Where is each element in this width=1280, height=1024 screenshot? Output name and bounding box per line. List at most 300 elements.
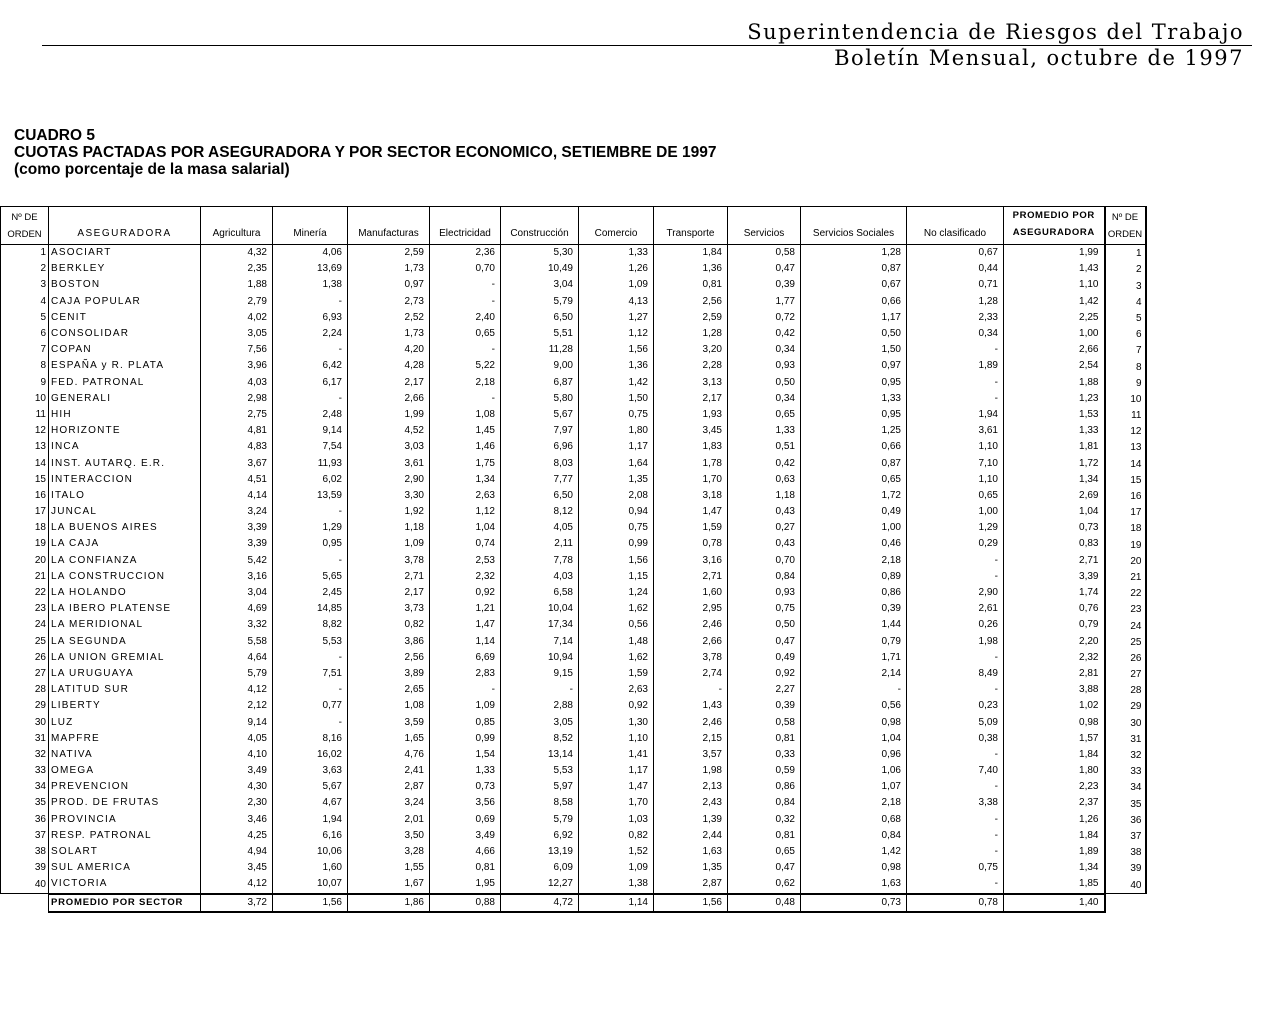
cell-construccion: 8,58 (501, 795, 579, 811)
cell-agricultura: 4,12 (201, 876, 273, 893)
cell-no-clasificado: 0,71 (907, 277, 1004, 293)
cell-manufacturas: 2,65 (348, 682, 430, 698)
cell-comercio: 0,75 (579, 407, 654, 423)
cell-agricultura: 4,81 (201, 423, 273, 439)
cell-comercio: 1,38 (579, 876, 654, 893)
cell-transporte: 1,70 (654, 472, 728, 488)
cell-servicios: 0,43 (728, 504, 801, 520)
cell-transporte: 1,84 (654, 245, 728, 262)
cell-servicios-sociales: 1,42 (801, 844, 907, 860)
cell-orden-right: 27 (1105, 666, 1146, 682)
cell-mineria: 2,48 (273, 407, 348, 423)
cell-mineria: 1,94 (273, 812, 348, 828)
cell-comercio: 1,17 (579, 439, 654, 455)
cell-servicios-sociales: 1,00 (801, 520, 907, 536)
cell-servicios: 0,47 (728, 261, 801, 277)
cell-mineria: 5,53 (273, 634, 348, 650)
cell-mineria: 3,63 (273, 763, 348, 779)
cell-orden-right: 34 (1105, 779, 1146, 795)
cell-promedio: 2,20 (1004, 634, 1105, 650)
cell-orden-right: 5 (1105, 310, 1146, 326)
cell-mineria: 6,93 (273, 310, 348, 326)
cell-servicios: 0,65 (728, 844, 801, 860)
cell-orden: 12 (1, 423, 49, 439)
cell-manufacturas: 1,55 (348, 860, 430, 876)
cell-aseguradora: LA HOLANDO (49, 585, 201, 601)
cell-orden: 28 (1, 682, 49, 698)
cell-agricultura: 4,12 (201, 682, 273, 698)
cell-mineria: 1,29 (273, 520, 348, 536)
cell-servicios-sociales: 0,95 (801, 407, 907, 423)
table-row (1, 294, 1146, 310)
cell-comercio: 1,33 (579, 245, 654, 262)
cell-construccion: 5,51 (501, 326, 579, 342)
cell-agricultura: 4,64 (201, 650, 273, 666)
cell-manufacturas: 3,28 (348, 844, 430, 860)
cell-comercio: 1,12 (579, 326, 654, 342)
cell-comercio: 1,24 (579, 585, 654, 601)
average-manufacturas: 1,86 (348, 894, 430, 912)
cell-promedio: 1,43 (1004, 261, 1105, 277)
cell-transporte: 1,63 (654, 844, 728, 860)
cell-no-clasificado: 0,23 (907, 698, 1004, 714)
cell-orden: 37 (1, 828, 49, 844)
average-electricidad: 0,88 (430, 894, 501, 912)
cell-agricultura: 3,96 (201, 358, 273, 374)
header-institution: Superintendencia de Riesgos del Trabajo (747, 20, 1244, 44)
cell-servicios: 0,81 (728, 828, 801, 844)
table-row (1, 634, 1146, 650)
cell-no-clasificado: 1,10 (907, 472, 1004, 488)
average-row (1, 894, 1146, 912)
cell-promedio: 2,71 (1004, 553, 1105, 569)
cell-mineria: 5,67 (273, 779, 348, 795)
cell-electricidad: 1,45 (430, 423, 501, 439)
cell-agricultura: 3,24 (201, 504, 273, 520)
cell-electricidad: 1,54 (430, 747, 501, 763)
cell-electricidad: 0,70 (430, 261, 501, 277)
cell-electricidad: 6,69 (430, 650, 501, 666)
cell-servicios: 0,49 (728, 650, 801, 666)
cell-orden-right: 26 (1105, 650, 1146, 666)
cell-no-clasificado: 0,65 (907, 488, 1004, 504)
cell-orden-right: 19 (1105, 536, 1146, 552)
cell-no-clasificado: 0,44 (907, 261, 1004, 277)
cell-construccion: 6,58 (501, 585, 579, 601)
cell-construccion: 7,14 (501, 634, 579, 650)
cell-no-clasificado: 1,28 (907, 294, 1004, 310)
cell-orden-right: 2 (1105, 261, 1146, 277)
cell-orden-right: 18 (1105, 520, 1146, 536)
cell-orden-right: 33 (1105, 763, 1146, 779)
table-row (1, 698, 1146, 714)
cell-comercio: 0,99 (579, 536, 654, 552)
cell-construccion: 6,87 (501, 375, 579, 391)
cell-agricultura: 4,94 (201, 844, 273, 860)
cell-promedio: 0,83 (1004, 536, 1105, 552)
cell-orden-right: 30 (1105, 714, 1146, 730)
cell-orden: 23 (1, 601, 49, 617)
cell-promedio: 2,81 (1004, 666, 1105, 682)
cell-manufacturas: 0,97 (348, 277, 430, 293)
cell-aseguradora: PROD. DE FRUTAS (49, 795, 201, 811)
table-row (1, 795, 1146, 811)
cell-promedio: 1,81 (1004, 439, 1105, 455)
cell-agricultura: 4,14 (201, 488, 273, 504)
cell-electricidad: 0,65 (430, 326, 501, 342)
cell-transporte: 2,74 (654, 666, 728, 682)
average-agricultura: 3,72 (201, 894, 273, 912)
cell-aseguradora: LUZ (49, 714, 201, 730)
cell-comercio: 1,56 (579, 342, 654, 358)
cell-orden-right: 31 (1105, 731, 1146, 747)
cell-construccion: 5,97 (501, 779, 579, 795)
cell-manufacturas: 1,99 (348, 407, 430, 423)
table-row (1, 828, 1146, 844)
cell-promedio: 1,00 (1004, 326, 1105, 342)
cell-electricidad: 2,63 (430, 488, 501, 504)
cell-orden: 35 (1, 795, 49, 811)
cell-orden-right: 29 (1105, 698, 1146, 714)
cell-orden: 6 (1, 326, 49, 342)
cell-aseguradora: NATIVA (49, 747, 201, 763)
cell-orden-right: 17 (1105, 504, 1146, 520)
cell-transporte: 2,56 (654, 294, 728, 310)
cell-mineria: 13,69 (273, 261, 348, 277)
cell-construccion: 8,03 (501, 455, 579, 471)
cell-mineria: 13,59 (273, 488, 348, 504)
cell-orden: 33 (1, 763, 49, 779)
cell-servicios-sociales: 0,98 (801, 860, 907, 876)
cell-comercio: 1,62 (579, 601, 654, 617)
cell-servicios-sociales: 1,63 (801, 876, 907, 893)
cell-manufacturas: 1,18 (348, 520, 430, 536)
cell-transporte: 1,83 (654, 439, 728, 455)
cell-orden: 17 (1, 504, 49, 520)
cell-mineria: 6,02 (273, 472, 348, 488)
cell-mineria: 6,42 (273, 358, 348, 374)
cell-agricultura: 1,88 (201, 277, 273, 293)
header-orden-right: Nº DE ORDEN (1105, 207, 1146, 245)
cell-servicios: 0,32 (728, 812, 801, 828)
cell-aseguradora: MAPFRE (49, 731, 201, 747)
cell-aseguradora: INST. AUTARQ. E.R. (49, 455, 201, 471)
table-row (1, 261, 1146, 277)
cell-electricidad: 3,56 (430, 795, 501, 811)
cell-orden: 30 (1, 714, 49, 730)
cell-agricultura: 3,16 (201, 569, 273, 585)
cell-servicios: 0,42 (728, 455, 801, 471)
cell-agricultura: 4,30 (201, 779, 273, 795)
cell-no-clasificado: 2,90 (907, 585, 1004, 601)
cell-construccion: 2,88 (501, 698, 579, 714)
cell-servicios-sociales: 0,98 (801, 714, 907, 730)
cell-construccion: 10,49 (501, 261, 579, 277)
cell-servicios-sociales: 2,18 (801, 795, 907, 811)
cell-manufacturas: 3,30 (348, 488, 430, 504)
cell-aseguradora: SUL AMERICA (49, 860, 201, 876)
cell-servicios-sociales: 0,49 (801, 504, 907, 520)
cell-servicios-sociales: 0,66 (801, 439, 907, 455)
cell-construccion: 6,50 (501, 488, 579, 504)
cell-servicios-sociales: 0,67 (801, 277, 907, 293)
cell-mineria: 16,02 (273, 747, 348, 763)
table-row (1, 504, 1146, 520)
table-row (1, 666, 1146, 682)
cell-electricidad: 3,49 (430, 828, 501, 844)
cell-orden-right: 28 (1105, 682, 1146, 698)
cell-no-clasificado: 0,67 (907, 245, 1004, 262)
cell-orden: 40 (1, 876, 49, 893)
cell-promedio: 2,66 (1004, 342, 1105, 358)
cell-orden: 31 (1, 731, 49, 747)
cell-transporte: 2,44 (654, 828, 728, 844)
cell-aseguradora: LA BUENOS AIRES (49, 520, 201, 536)
table-row (1, 423, 1146, 439)
cell-comercio: 1,27 (579, 310, 654, 326)
cell-no-clasificado: - (907, 375, 1004, 391)
cell-orden: 19 (1, 536, 49, 552)
cell-servicios-sociales: 0,66 (801, 294, 907, 310)
cell-comercio: 1,10 (579, 731, 654, 747)
cell-servicios-sociales: 0,86 (801, 585, 907, 601)
table-row (1, 520, 1146, 536)
cell-construccion: 17,34 (501, 617, 579, 633)
cell-electricidad: 5,22 (430, 358, 501, 374)
table-row (1, 601, 1146, 617)
table-row (1, 391, 1146, 407)
cell-construccion: 6,92 (501, 828, 579, 844)
cell-electricidad: 0,73 (430, 779, 501, 795)
cell-orden: 25 (1, 634, 49, 650)
cell-manufacturas: 1,73 (348, 261, 430, 277)
cell-no-clasificado: 1,10 (907, 439, 1004, 455)
average-servicios-sociales: 0,73 (801, 894, 907, 912)
cell-orden: 13 (1, 439, 49, 455)
cell-aseguradora: LA SEGUNDA (49, 634, 201, 650)
cell-servicios: 0,93 (728, 585, 801, 601)
cell-mineria: - (273, 682, 348, 698)
cell-servicios: 0,39 (728, 698, 801, 714)
cell-manufacturas: 4,52 (348, 423, 430, 439)
cell-manufacturas: 1,65 (348, 731, 430, 747)
cell-transporte: 1,60 (654, 585, 728, 601)
cell-transporte: 2,28 (654, 358, 728, 374)
cell-electricidad: 2,32 (430, 569, 501, 585)
cell-mineria: 5,65 (273, 569, 348, 585)
cell-no-clasificado: - (907, 828, 1004, 844)
cell-promedio: 1,34 (1004, 860, 1105, 876)
cell-transporte: 1,59 (654, 520, 728, 536)
cell-servicios-sociales: 1,33 (801, 391, 907, 407)
cell-mineria: 1,38 (273, 277, 348, 293)
cell-orden: 24 (1, 617, 49, 633)
cell-promedio: 3,88 (1004, 682, 1105, 698)
cell-transporte: 1,43 (654, 698, 728, 714)
cell-orden: 4 (1, 294, 49, 310)
cell-no-clasificado: 3,61 (907, 423, 1004, 439)
cell-electricidad: 1,46 (430, 439, 501, 455)
cell-aseguradora: FED. PATRONAL (49, 375, 201, 391)
cell-transporte: 2,17 (654, 391, 728, 407)
header-comercio: Comercio (579, 207, 654, 245)
cell-transporte: 2,46 (654, 714, 728, 730)
cell-orden: 34 (1, 779, 49, 795)
cell-manufacturas: 1,92 (348, 504, 430, 520)
cell-transporte: - (654, 682, 728, 698)
table-row (1, 277, 1146, 293)
cell-electricidad: 0,69 (430, 812, 501, 828)
cell-mineria: 8,82 (273, 617, 348, 633)
header-promedio: PROMEDIO POR ASEGURADORA (1004, 207, 1105, 245)
cell-construccion: 8,52 (501, 731, 579, 747)
cell-servicios: 0,65 (728, 407, 801, 423)
table-row (1, 682, 1146, 698)
cell-promedio: 1,42 (1004, 294, 1105, 310)
cell-agricultura: 2,30 (201, 795, 273, 811)
cell-comercio: 1,70 (579, 795, 654, 811)
cell-servicios-sociales: 2,18 (801, 553, 907, 569)
cell-no-clasificado: - (907, 844, 1004, 860)
cell-transporte: 3,78 (654, 650, 728, 666)
average-comercio: 1,14 (579, 894, 654, 912)
cell-servicios: 0,51 (728, 439, 801, 455)
cell-comercio: 2,63 (579, 682, 654, 698)
cell-mineria: 7,51 (273, 666, 348, 682)
average-transporte: 1,56 (654, 894, 728, 912)
cell-electricidad: 1,04 (430, 520, 501, 536)
table-row (1, 439, 1146, 455)
cell-agricultura: 2,79 (201, 294, 273, 310)
cell-orden-right: 35 (1105, 795, 1146, 811)
cell-construccion: - (501, 682, 579, 698)
table-row (1, 488, 1146, 504)
cell-orden: 38 (1, 844, 49, 860)
cell-comercio: 0,94 (579, 504, 654, 520)
cell-agricultura: 5,42 (201, 553, 273, 569)
cell-servicios: 0,42 (728, 326, 801, 342)
cell-comercio: 1,47 (579, 779, 654, 795)
table-row (1, 763, 1146, 779)
cell-aseguradora: LIBERTY (49, 698, 201, 714)
cell-comercio: 2,08 (579, 488, 654, 504)
table-row (1, 245, 1146, 262)
table-row (1, 779, 1146, 795)
cell-orden-right: 1 (1105, 245, 1146, 262)
cell-aseguradora: COPAN (49, 342, 201, 358)
cell-orden: 26 (1, 650, 49, 666)
table-row (1, 553, 1146, 569)
cell-manufacturas: 2,17 (348, 585, 430, 601)
cell-manufacturas: 2,73 (348, 294, 430, 310)
cell-mineria: - (273, 650, 348, 666)
cell-no-clasificado: - (907, 391, 1004, 407)
cell-servicios: 0,84 (728, 569, 801, 585)
cell-electricidad: 2,83 (430, 666, 501, 682)
cell-aseguradora: LA IBERO PLATENSE (49, 601, 201, 617)
cell-manufacturas: 3,24 (348, 795, 430, 811)
header-manufacturas: Manufacturas (348, 207, 430, 245)
cell-aseguradora: HIH (49, 407, 201, 423)
cell-promedio: 1,33 (1004, 423, 1105, 439)
table-row (1, 860, 1146, 876)
cell-agricultura: 4,10 (201, 747, 273, 763)
cell-manufacturas: 2,59 (348, 245, 430, 262)
cell-construccion: 5,80 (501, 391, 579, 407)
cell-servicios-sociales: 0,96 (801, 747, 907, 763)
cell-servicios: 0,81 (728, 731, 801, 747)
cell-no-clasificado: 8,49 (907, 666, 1004, 682)
cell-mineria: 6,16 (273, 828, 348, 844)
header-aseguradora: ASEGURADORA (49, 207, 201, 245)
cell-construccion: 4,03 (501, 569, 579, 585)
cell-mineria: 10,06 (273, 844, 348, 860)
cell-construccion: 5,79 (501, 812, 579, 828)
table-row (1, 844, 1146, 860)
cell-no-clasificado: 0,34 (907, 326, 1004, 342)
cell-promedio: 1,10 (1004, 277, 1105, 293)
cell-promedio: 1,23 (1004, 391, 1105, 407)
caption-title: CUOTAS PACTADAS POR ASEGURADORA Y POR SECTOR ECONOMICO, SETIEMBRE DE 1997 (14, 144, 717, 161)
header-servicios-sociales: Servicios Sociales (801, 207, 907, 245)
cell-no-clasificado: - (907, 569, 1004, 585)
cell-transporte: 2,66 (654, 634, 728, 650)
cell-construccion: 13,19 (501, 844, 579, 860)
cell-orden: 29 (1, 698, 49, 714)
cell-servicios-sociales: 1,71 (801, 650, 907, 666)
cell-mineria: - (273, 294, 348, 310)
cell-aseguradora: GENERALI (49, 391, 201, 407)
cell-orden-right: 20 (1105, 553, 1146, 569)
cell-orden-right: 3 (1105, 277, 1146, 293)
cell-agricultura: 4,03 (201, 375, 273, 391)
cell-promedio: 1,34 (1004, 472, 1105, 488)
cell-servicios-sociales: 0,65 (801, 472, 907, 488)
cell-comercio: 0,75 (579, 520, 654, 536)
cell-orden-right: 21 (1105, 569, 1146, 585)
cell-servicios: 0,86 (728, 779, 801, 795)
caption-number: CUADRO 5 (14, 127, 95, 144)
header-no-clasificado: No clasificado (907, 207, 1004, 245)
cell-construccion: 7,78 (501, 553, 579, 569)
cell-transporte: 3,20 (654, 342, 728, 358)
cell-promedio: 1,88 (1004, 375, 1105, 391)
cell-no-clasificado: - (907, 747, 1004, 763)
cell-mineria: 2,45 (273, 585, 348, 601)
table-row (1, 310, 1146, 326)
cell-manufacturas: 2,71 (348, 569, 430, 585)
cell-transporte: 1,98 (654, 763, 728, 779)
cell-promedio: 1,85 (1004, 876, 1105, 893)
cell-orden: 27 (1, 666, 49, 682)
cell-promedio: 2,25 (1004, 310, 1105, 326)
cell-manufacturas: 4,28 (348, 358, 430, 374)
cell-promedio: 1,57 (1004, 731, 1105, 747)
cell-transporte: 3,45 (654, 423, 728, 439)
average-label: PROMEDIO POR SECTOR (49, 894, 201, 912)
cell-comercio: 1,15 (579, 569, 654, 585)
table-row (1, 326, 1146, 342)
cell-servicios: 0,47 (728, 860, 801, 876)
cell-agricultura: 7,56 (201, 342, 273, 358)
cell-no-clasificado: 1,00 (907, 504, 1004, 520)
cell-comercio: 1,09 (579, 277, 654, 293)
header-servicios: Servicios (728, 207, 801, 245)
cell-servicios-sociales: 1,06 (801, 763, 907, 779)
cell-electricidad: 0,81 (430, 860, 501, 876)
cell-agricultura: 4,83 (201, 439, 273, 455)
cell-construccion: 2,11 (501, 536, 579, 552)
